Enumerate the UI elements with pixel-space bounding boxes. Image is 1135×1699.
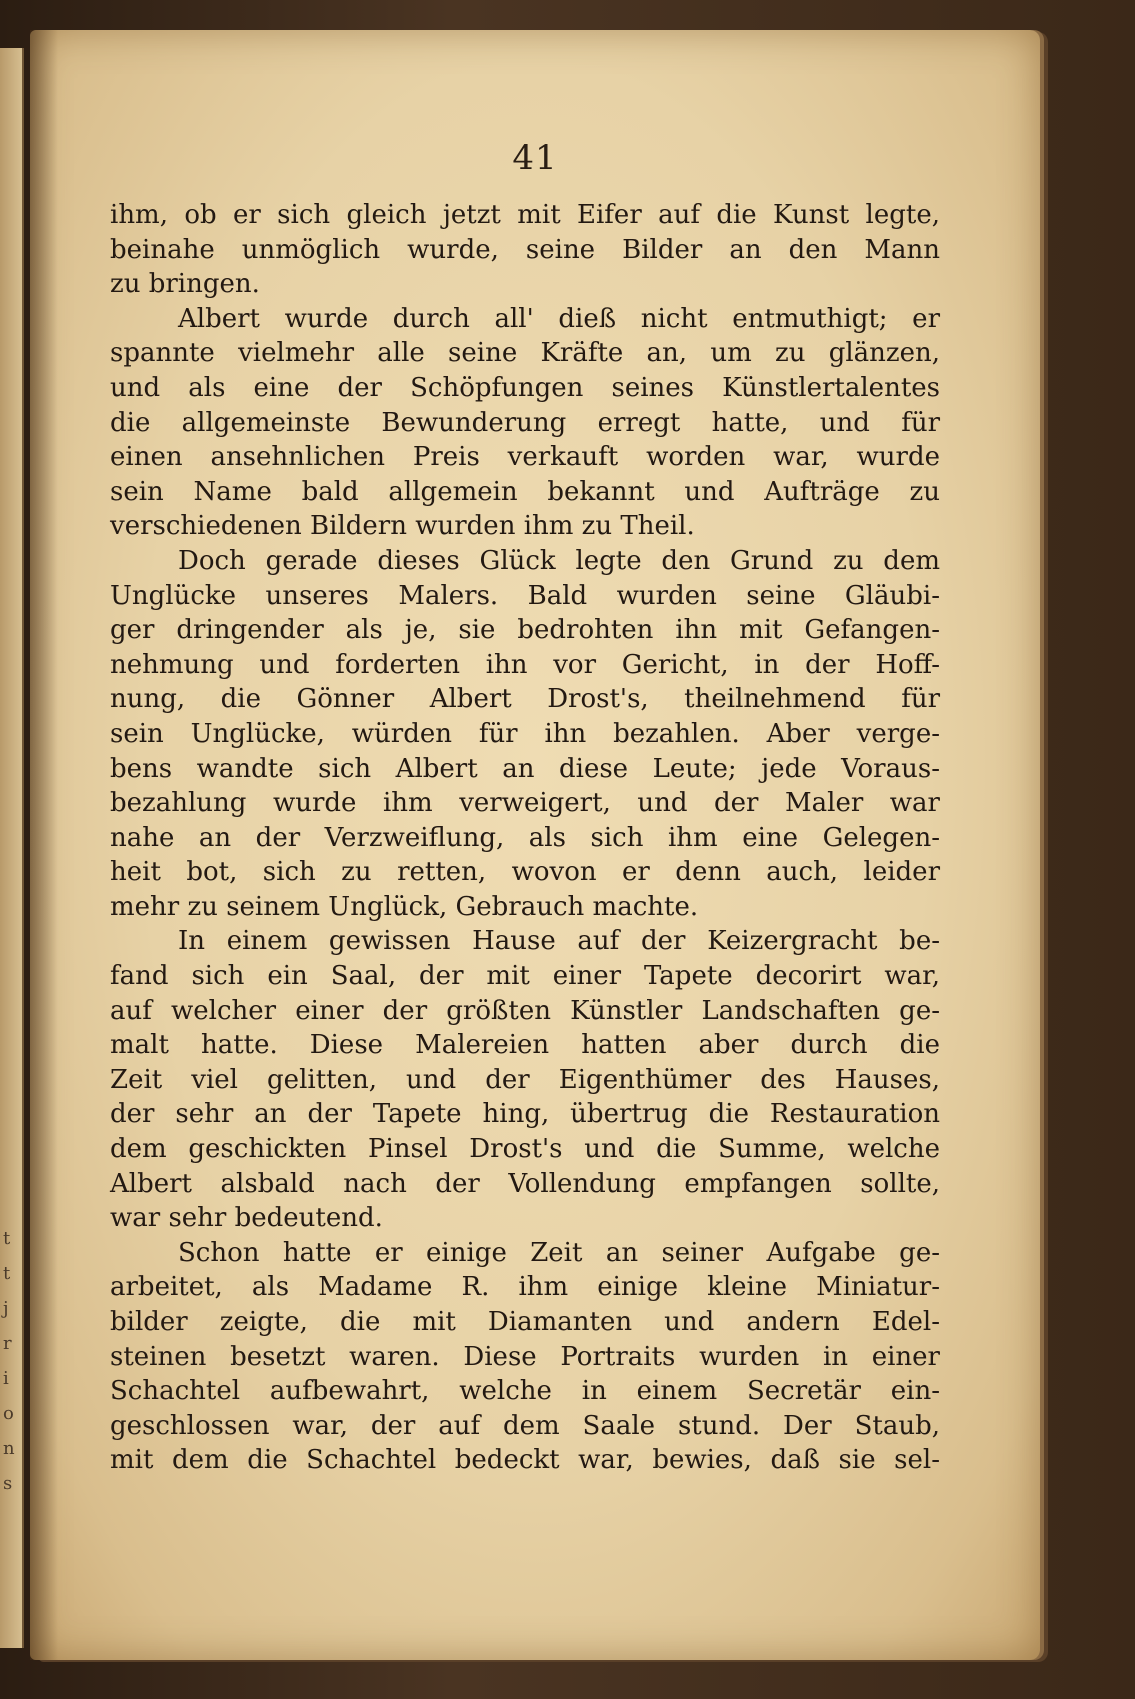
text-line: auf welcher einer der größten Künstler Landschaften ge- xyxy=(110,995,940,1026)
text-line: geschlossen war, der auf dem Saale stund. Der Staub, xyxy=(110,1410,940,1441)
edge-char: i xyxy=(3,1368,9,1389)
text-line: Albert alsbald nach der Vollendung empfangen sollte, xyxy=(110,1168,940,1199)
text-line: spannte vielmehr alle seine Kräfte an, um zu glänzen, xyxy=(110,338,940,369)
text-line: Schachtel aufbewahrt, welche in einem Secretär ein- xyxy=(110,1376,940,1407)
text-line: nahe an der Verzweiflung, als sich ihm eine Gelegen- xyxy=(110,822,940,853)
text-line: sein Unglücke, würden für ihn bezahlen. Aber verge- xyxy=(110,718,940,749)
text-line: Zeit viel gelitten, und der Eigenthümer des Hauses, xyxy=(110,1064,940,1095)
text-line: fand sich ein Saal, der mit einer Tapete decorirt war, xyxy=(110,961,940,992)
text-line: heit bot, sich zu retten, wovon er denn auch, leider xyxy=(110,857,940,888)
text-line: Schon hatte er einige Zeit an seiner Aufgabe ge- xyxy=(178,1237,940,1268)
text-line: mehr zu seinem Unglück, Gebrauch machte. xyxy=(110,891,699,922)
edge-char: o xyxy=(3,1403,14,1424)
text-line: war sehr bedeutend. xyxy=(110,1203,383,1234)
text-line: sein Name bald allgemein bekannt und Aufträge zu xyxy=(110,476,940,507)
text-line: zu bringen. xyxy=(110,269,260,300)
text-line: mit dem die Schachtel bedeckt war, bewies, daß sie sel- xyxy=(110,1445,940,1476)
text-line: bilder zeigte, die mit Diamanten und andern Edel- xyxy=(110,1307,940,1337)
text-line: Unglücke unseres Malers. Bald wurden seine Gläubi- xyxy=(110,580,940,611)
edge-char: r xyxy=(3,1333,12,1354)
edge-char: n xyxy=(3,1438,15,1459)
text-line: die allgemeinste Bewunderung erregt hatte, und für xyxy=(110,407,940,438)
text-line: einen ansehnlichen Preis verkauft worden war, wurde xyxy=(110,442,940,473)
text-line: beinahe unmöglich wurde, seine Bilder an den Mann xyxy=(110,234,940,265)
text-line: steinen besetzt waren. Diese Portraits wurden in einer xyxy=(110,1341,940,1372)
text-line: nehmung und forderten ihn vor Gericht, in der Hoff- xyxy=(110,649,940,680)
text-line: In einem gewissen Hause auf der Keizergracht be- xyxy=(178,926,940,957)
previous-page-edge xyxy=(0,48,24,1648)
text-line: dem geschickten Pinsel Drost's und die Summe, welche xyxy=(110,1134,940,1165)
text-line: und als eine der Schöpfungen seines Künstlertalentes xyxy=(110,372,940,403)
text-line: bezahlung wurde ihm verweigert, und der Maler war xyxy=(110,788,940,819)
edge-char: t xyxy=(3,1228,11,1249)
text-line: Doch gerade dieses Glück legte den Grund zu dem xyxy=(178,545,940,576)
text-line: ger dringender als je, sie bedrohten ihn mit Gefangen- xyxy=(110,615,940,646)
text-line: ihm, ob er sich gleich jetzt mit Eifer auf die Kunst legte, xyxy=(110,200,940,230)
edge-char: j xyxy=(3,1298,9,1319)
text-line: arbeitet, als Madame R. ihm einige kleine Miniatur- xyxy=(110,1272,940,1303)
body-text xyxy=(110,198,940,1478)
book-page xyxy=(30,30,1040,1660)
page-gutter-shadow xyxy=(30,30,58,1660)
text-line: nung, die Gönner Albert Drost's, theilnehmend für xyxy=(110,684,940,715)
text-line: bens wandte sich Albert an diese Leute; jede Voraus- xyxy=(110,753,940,784)
page-number: 41 xyxy=(512,138,558,178)
text-line: Albert wurde durch all' dieß nicht entmuthigt; er xyxy=(178,303,940,334)
text-line: verschiedenen Bildern wurden ihm zu Theil. xyxy=(110,511,695,542)
text-line: malt hatte. Diese Malereien hatten aber durch die xyxy=(110,1030,940,1061)
edge-char: s xyxy=(3,1473,13,1494)
text-line: der sehr an der Tapete hing, übertrug die Restauration xyxy=(110,1099,940,1130)
edge-char: t xyxy=(3,1263,11,1284)
